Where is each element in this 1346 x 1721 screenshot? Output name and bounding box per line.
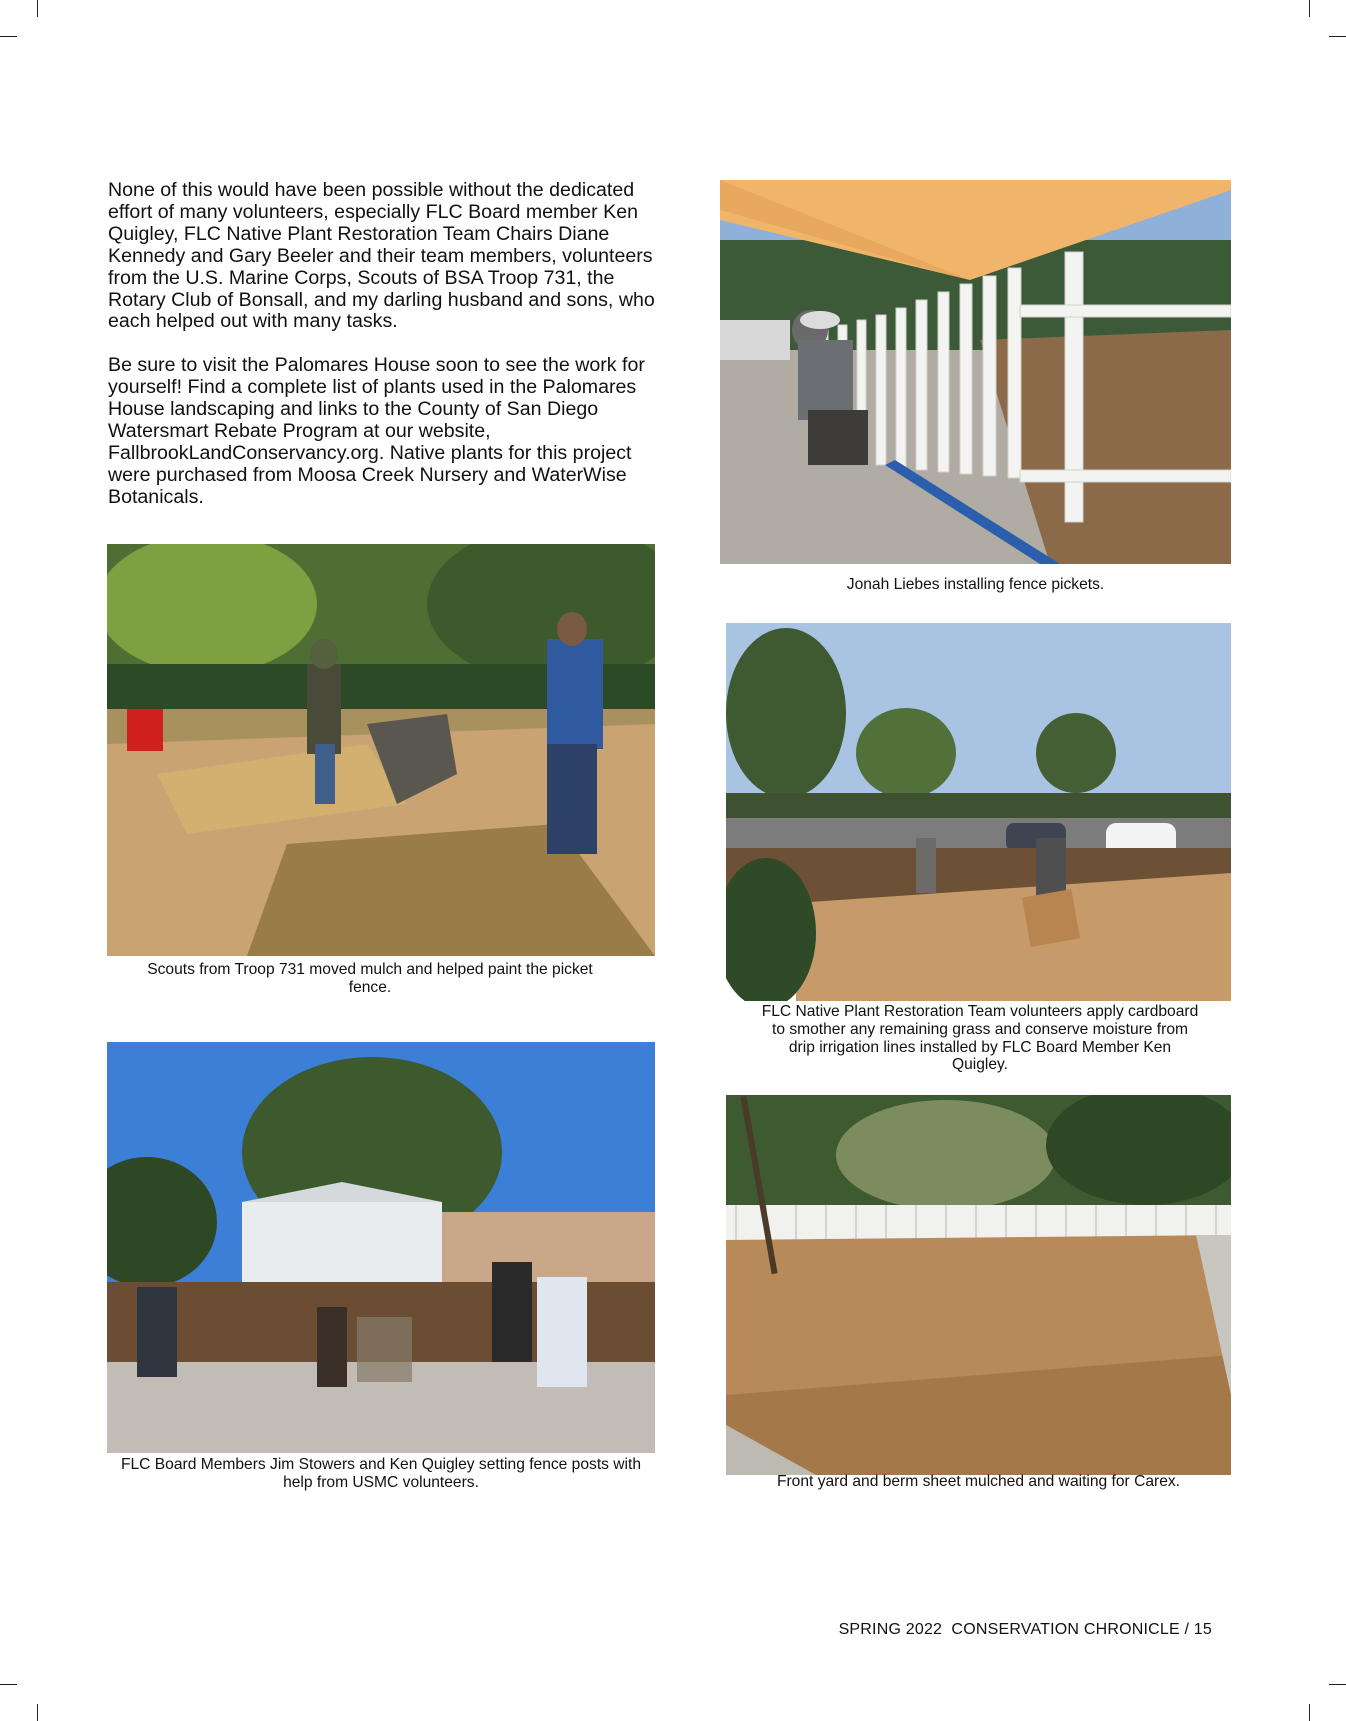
crop-mark: [1309, 0, 1310, 17]
article-paragraph: Be sure to visit the Palomares House soon to see the work for yourself! Find a complete list of plants used in the Palomares House landscaping and links to the County of San Diego Watersmart Rebate Program at our website, FallbrookLandConservancy.org. Native plants for this project were purchased from Moosa Creek Nursery and WaterWise Botanicals.: [108, 354, 645, 508]
photo-caption: FLC Board Members Jim Stowers and Ken Quigley setting fence posts with help from USMC volunteers.: [120, 1456, 642, 1491]
photo-cardboard-team: [726, 623, 1231, 1001]
crop-mark: [0, 1684, 17, 1685]
photo-front-yard: [726, 1095, 1231, 1475]
photo-caption: FLC Native Plant Restoration Team volunteers apply cardboard to smother any remaining grass and conserve moisture from drip irrigation lines installed by FLC Board Member Ken Quigley.: [761, 1003, 1199, 1074]
crop-mark: [1329, 36, 1346, 37]
photo-fence-pickets: [720, 180, 1231, 564]
crop-mark: [37, 0, 38, 17]
photo-scouts-mulch: [107, 544, 655, 956]
photo-caption: Jonah Liebes installing fence pickets.: [846, 576, 1105, 593]
crop-mark: [1309, 1704, 1310, 1721]
photo-fence-posts: [107, 1042, 655, 1453]
photo-caption: Scouts from Troop 731 moved mulch and helped paint the picket fence.: [147, 961, 593, 996]
article-body: [108, 180, 658, 531]
page-footer: SPRING 2022 CONSERVATION CHRONICLE / 15: [838, 1621, 1212, 1638]
photo-caption: Front yard and berm sheet mulched and waiting for Carex.: [776, 1473, 1181, 1490]
crop-mark: [1329, 1684, 1346, 1685]
crop-mark: [0, 36, 17, 37]
crop-mark: [37, 1704, 38, 1721]
article-paragraph: None of this would have been possible without the dedicated effort of many volunteers, especially FLC Board member Ken Quigley, FLC Native Plant Restoration Team Chairs Diane Kennedy and Gary Beeler and their team members, volunteers from the U.S. Marine Corps, Scouts of BSA Troop 731, the Rotary Club of Bonsall, and my darling husband and sons, who each helped out with many tasks.: [108, 179, 655, 333]
